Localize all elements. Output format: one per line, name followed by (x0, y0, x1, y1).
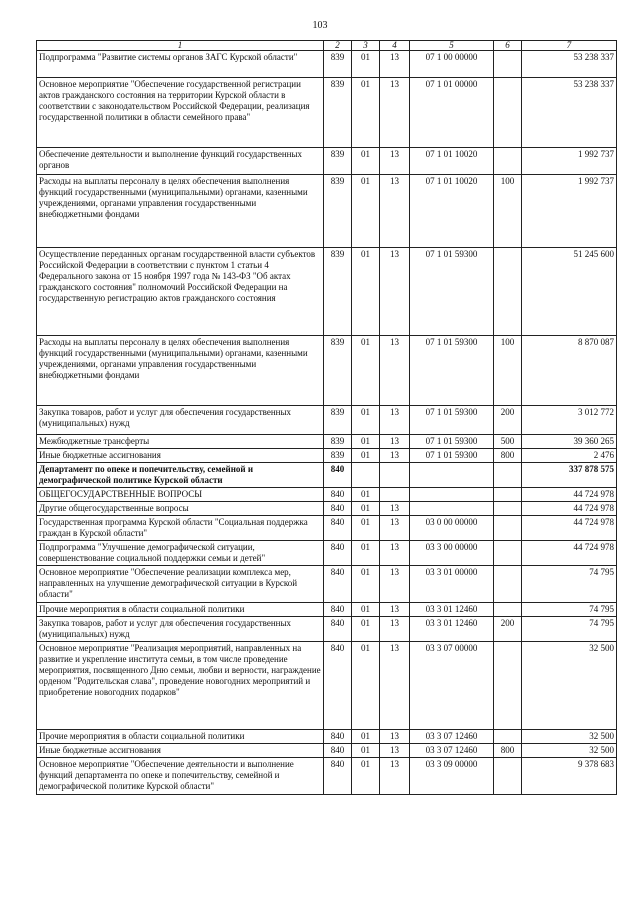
row-name-cell: Подпрограмма "Улучшение демографической ситуации, совершенствование социальной поддержки семьи и детей" (37, 541, 324, 566)
row-name-cell: Основное мероприятие "Обеспечение реализации комплекса мер, направленных на улучшение демографической ситуации в Курской области" (37, 566, 324, 603)
row-sum-cell: 9 378 683 (522, 758, 617, 795)
row-sum-cell: 44 724 978 (522, 516, 617, 541)
row-pr-cell: 13 (380, 406, 410, 435)
row-pr-cell: 13 (380, 566, 410, 603)
row-sum-cell: 1 992 737 (522, 148, 617, 175)
row-csr-cell: 03 3 07 12460 (410, 744, 494, 758)
table-row (37, 758, 617, 795)
row-ved-cell: 840 (324, 730, 352, 744)
row-rz-cell: 01 (352, 642, 380, 730)
row-name-cell: Закупка товаров, работ и услуг для обеспечения государственных (муниципальных) нужд (37, 406, 324, 435)
row-ved-cell: 840 (324, 744, 352, 758)
row-csr-cell: 03 3 07 00000 (410, 642, 494, 730)
table-row (37, 730, 617, 744)
table-row (37, 744, 617, 758)
row-rz-cell: 01 (352, 449, 380, 463)
row-ved-cell: 839 (324, 51, 352, 78)
row-ved-cell: 839 (324, 175, 352, 248)
row-csr-cell: 03 3 01 12460 (410, 603, 494, 617)
row-sum-cell: 53 238 337 (522, 78, 617, 148)
row-vr-cell: 800 (494, 449, 522, 463)
row-vr-cell (494, 51, 522, 78)
row-vr-cell: 100 (494, 336, 522, 406)
row-csr-cell: 07 1 01 59300 (410, 435, 494, 449)
table-row (37, 488, 617, 502)
row-ved-cell: 840 (324, 488, 352, 502)
row-pr-cell: 13 (380, 248, 410, 336)
row-name-cell: Основное мероприятие "Обеспечение государственной регистрации актов гражданского состояния на территории Курской области в соответствии с законодательством Российской Федерации, реализация государственной политики в области семейного права" (37, 78, 324, 148)
row-pr-cell (380, 488, 410, 502)
row-name-cell: Основное мероприятие "Обеспечение деятельности и выполнение функций департамента по опеке и попечительству, семейной и демографической политике Курской области" (37, 758, 324, 795)
column-header-pr: 4 (380, 41, 410, 51)
row-name-cell: Иные бюджетные ассигнования (37, 744, 324, 758)
row-rz-cell: 01 (352, 603, 380, 617)
row-ved-cell: 839 (324, 148, 352, 175)
row-csr-cell: 03 3 00 00000 (410, 541, 494, 566)
row-vr-cell (494, 488, 522, 502)
row-pr-cell: 13 (380, 502, 410, 516)
table-body (37, 51, 617, 795)
row-ved-cell: 840 (324, 541, 352, 566)
row-sum-cell: 74 795 (522, 617, 617, 642)
row-sum-cell: 32 500 (522, 744, 617, 758)
row-csr-cell: 07 1 01 00000 (410, 78, 494, 148)
row-name-cell: Основное мероприятие "Реализация мероприятий, направленных на развитие и укрепление института семьи, в том числе проведение мероприятия, посвященного Дню семьи, любви и верности, награждение орденом "Родительская слава", проведение новогодних мероприятий и приобретение новогодних подарков" (37, 642, 324, 730)
row-sum-cell: 44 724 978 (522, 488, 617, 502)
row-rz-cell: 01 (352, 336, 380, 406)
row-pr-cell: 13 (380, 51, 410, 78)
row-rz-cell: 01 (352, 435, 380, 449)
row-vr-cell (494, 603, 522, 617)
row-sum-cell: 3 012 772 (522, 406, 617, 435)
row-sum-cell: 74 795 (522, 603, 617, 617)
row-csr-cell: 07 1 01 59300 (410, 248, 494, 336)
row-csr-cell: 03 0 00 00000 (410, 516, 494, 541)
row-vr-cell (494, 541, 522, 566)
row-pr-cell: 13 (380, 744, 410, 758)
row-vr-cell (494, 502, 522, 516)
column-header-sum: 7 (522, 41, 617, 51)
row-vr-cell (494, 248, 522, 336)
row-csr-cell (410, 463, 494, 488)
table-row (37, 603, 617, 617)
row-name-cell: Осуществление переданных органам государственной власти субъектов Российской Федерации в соответствии с пунктом 1 статьи 4 Федерального закона от 15 ноября 1997 года № 143-ФЗ "Об актах гражданского состояния" полномочий Российской Федерации на государственную регистрацию актов гражданского состояния (37, 248, 324, 336)
row-pr-cell (380, 463, 410, 488)
row-sum-cell: 74 795 (522, 566, 617, 603)
row-vr-cell: 200 (494, 617, 522, 642)
table-row (37, 566, 617, 603)
row-name-cell: Прочие мероприятия в области социальной политики (37, 730, 324, 744)
page-number: 103 (312, 20, 328, 31)
table-row (37, 449, 617, 463)
row-vr-cell (494, 78, 522, 148)
row-name-cell: ОБЩЕГОСУДАРСТВЕННЫЕ ВОПРОСЫ (37, 488, 324, 502)
row-pr-cell: 13 (380, 435, 410, 449)
row-csr-cell (410, 488, 494, 502)
table-row (37, 435, 617, 449)
row-pr-cell: 13 (380, 642, 410, 730)
row-vr-cell (494, 642, 522, 730)
row-csr-cell (410, 502, 494, 516)
row-ved-cell: 840 (324, 516, 352, 541)
row-csr-cell: 03 3 01 00000 (410, 566, 494, 603)
row-vr-cell: 200 (494, 406, 522, 435)
row-csr-cell: 03 3 09 00000 (410, 758, 494, 795)
table-row (37, 642, 617, 730)
row-sum-cell: 44 724 978 (522, 502, 617, 516)
row-ved-cell: 839 (324, 78, 352, 148)
row-sum-cell: 32 500 (522, 642, 617, 730)
row-sum-cell: 2 476 (522, 449, 617, 463)
row-pr-cell: 13 (380, 148, 410, 175)
row-csr-cell: 03 3 01 12460 (410, 617, 494, 642)
table-row (37, 463, 617, 488)
row-sum-cell: 44 724 978 (522, 541, 617, 566)
row-rz-cell: 01 (352, 617, 380, 642)
table-row (37, 248, 617, 336)
row-rz-cell: 01 (352, 502, 380, 516)
row-name-cell: Расходы на выплаты персоналу в целях обеспечения выполнения функций государственными (муниципальными) органами, казенными учреждениями, органами управления государственными внебюджетными фондами (37, 336, 324, 406)
row-pr-cell: 13 (380, 175, 410, 248)
row-rz-cell (352, 463, 380, 488)
row-rz-cell: 01 (352, 406, 380, 435)
row-sum-cell: 337 878 575 (522, 463, 617, 488)
row-rz-cell: 01 (352, 541, 380, 566)
table-row (37, 148, 617, 175)
row-name-cell: Иные бюджетные ассигнования (37, 449, 324, 463)
column-header-vr: 6 (494, 41, 522, 51)
row-sum-cell: 39 360 265 (522, 435, 617, 449)
row-vr-cell (494, 148, 522, 175)
row-rz-cell: 01 (352, 566, 380, 603)
row-vr-cell: 500 (494, 435, 522, 449)
row-ved-cell: 840 (324, 463, 352, 488)
table-row (37, 78, 617, 148)
row-sum-cell: 53 238 337 (522, 51, 617, 78)
row-sum-cell: 1 992 737 (522, 175, 617, 248)
row-pr-cell: 13 (380, 449, 410, 463)
table-row (37, 502, 617, 516)
row-sum-cell: 8 870 087 (522, 336, 617, 406)
row-name-cell: Расходы на выплаты персоналу в целях обеспечения выполнения функций государственными (муниципальными) органами, казенными учреждениями, органами управления государственными внебюджетными фондами (37, 175, 324, 248)
row-rz-cell: 01 (352, 51, 380, 78)
row-vr-cell (494, 730, 522, 744)
row-rz-cell: 01 (352, 148, 380, 175)
row-ved-cell: 840 (324, 566, 352, 603)
row-name-cell: Межбюджетные трансферты (37, 435, 324, 449)
row-ved-cell: 839 (324, 449, 352, 463)
row-rz-cell: 01 (352, 516, 380, 541)
row-pr-cell: 13 (380, 516, 410, 541)
row-name-cell: Обеспечение деятельности и выполнение функций государственных органов (37, 148, 324, 175)
row-ved-cell: 839 (324, 336, 352, 406)
row-ved-cell: 840 (324, 617, 352, 642)
column-header-rz: 3 (352, 41, 380, 51)
row-sum-cell: 32 500 (522, 730, 617, 744)
row-pr-cell: 13 (380, 78, 410, 148)
row-pr-cell: 13 (380, 758, 410, 795)
row-vr-cell: 100 (494, 175, 522, 248)
row-rz-cell: 01 (352, 758, 380, 795)
row-csr-cell: 07 1 01 59300 (410, 449, 494, 463)
row-rz-cell: 01 (352, 744, 380, 758)
row-vr-cell (494, 516, 522, 541)
row-vr-cell (494, 758, 522, 795)
row-vr-cell (494, 566, 522, 603)
table-row (37, 406, 617, 435)
row-rz-cell: 01 (352, 730, 380, 744)
row-ved-cell: 839 (324, 435, 352, 449)
column-header-csr: 5 (410, 41, 494, 51)
row-csr-cell: 07 1 01 59300 (410, 406, 494, 435)
row-pr-cell: 13 (380, 603, 410, 617)
row-csr-cell: 07 1 01 10020 (410, 148, 494, 175)
table-row (37, 51, 617, 78)
row-pr-cell: 13 (380, 336, 410, 406)
row-name-cell: Подпрограмма "Развитие системы органов ЗАГС Курской области" (37, 51, 324, 78)
column-header-name: 1 (37, 41, 324, 51)
row-csr-cell: 03 3 07 12460 (410, 730, 494, 744)
row-name-cell: Государственная программа Курской области "Социальная поддержка граждан в Курской области" (37, 516, 324, 541)
column-number-row (37, 41, 617, 51)
row-rz-cell: 01 (352, 488, 380, 502)
table-row (37, 541, 617, 566)
row-ved-cell: 839 (324, 248, 352, 336)
row-ved-cell: 840 (324, 502, 352, 516)
row-rz-cell: 01 (352, 248, 380, 336)
table-row (37, 336, 617, 406)
row-csr-cell: 07 1 01 59300 (410, 336, 494, 406)
row-pr-cell: 13 (380, 541, 410, 566)
row-csr-cell: 07 1 00 00000 (410, 51, 494, 78)
table-row (37, 617, 617, 642)
row-pr-cell: 13 (380, 617, 410, 642)
row-vr-cell (494, 463, 522, 488)
row-ved-cell: 839 (324, 406, 352, 435)
row-name-cell: Департамент по опеке и попечительству, семейной и демографической политике Курской области (37, 463, 324, 488)
budget-table (36, 40, 617, 795)
row-name-cell: Другие общегосударственные вопросы (37, 502, 324, 516)
row-ved-cell: 840 (324, 603, 352, 617)
row-csr-cell: 07 1 01 10020 (410, 175, 494, 248)
row-name-cell: Прочие мероприятия в области социальной политики (37, 603, 324, 617)
row-name-cell: Закупка товаров, работ и услуг для обеспечения государственных (муниципальных) нужд (37, 617, 324, 642)
column-header-ved: 2 (324, 41, 352, 51)
row-rz-cell: 01 (352, 78, 380, 148)
row-vr-cell: 800 (494, 744, 522, 758)
row-rz-cell: 01 (352, 175, 380, 248)
row-sum-cell: 51 245 600 (522, 248, 617, 336)
row-ved-cell: 840 (324, 758, 352, 795)
table-row (37, 516, 617, 541)
table-row (37, 175, 617, 248)
row-ved-cell: 840 (324, 642, 352, 730)
row-pr-cell: 13 (380, 730, 410, 744)
